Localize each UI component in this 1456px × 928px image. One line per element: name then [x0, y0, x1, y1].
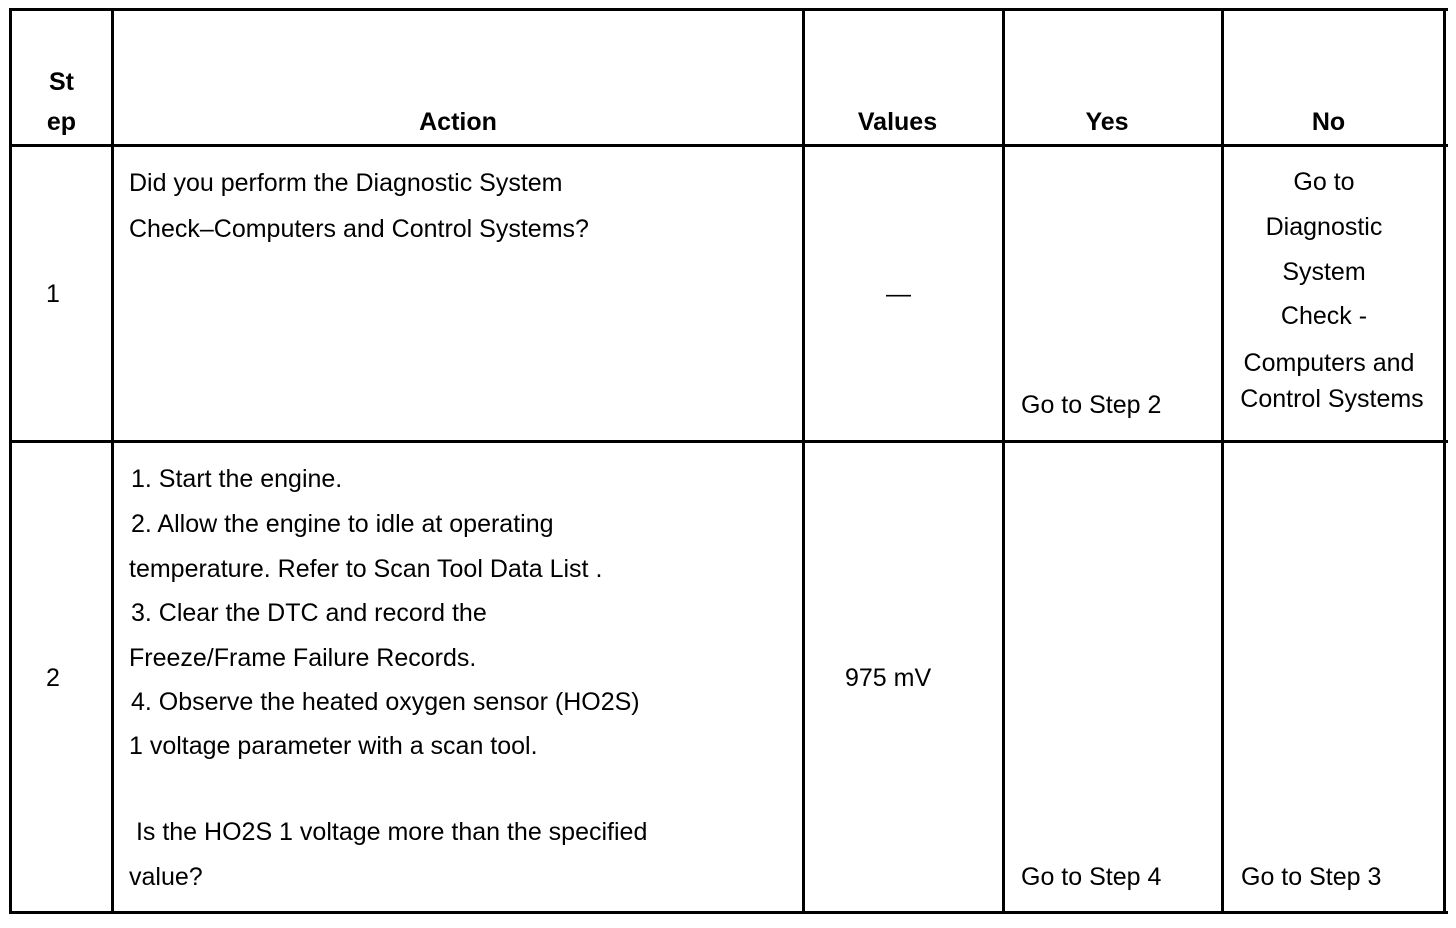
row2-action-line7: 1 voltage parameter with a scan tool. [129, 732, 538, 760]
row1-no-line3: System [1282, 258, 1366, 286]
row1-step: 1 [46, 280, 60, 308]
table-border-top [9, 8, 1448, 11]
header-action: Action [419, 108, 497, 136]
row2-step: 2 [46, 664, 60, 692]
row-divider [9, 440, 1448, 443]
header-step [12, 62, 111, 142]
header-values: Values [857, 108, 938, 136]
header-no: No [1311, 108, 1346, 136]
row1-no-line1: Go to [1293, 168, 1355, 196]
row2-yes: Go to Step 4 [1021, 863, 1162, 891]
row2-action-line3: temperature. Refer to Scan Tool Data List . [129, 555, 603, 583]
row1-no-line4: Check - [1280, 302, 1368, 330]
table-border-bottom [9, 911, 1448, 914]
column-divider-action [802, 8, 805, 914]
row1-action-line1: Did you perform the Diagnostic System [129, 169, 563, 197]
table-border-right [1443, 8, 1446, 914]
table-border-left [9, 8, 12, 914]
column-divider-values [1002, 8, 1005, 914]
row2-action-line5: Freeze/Frame Failure Records. [129, 644, 477, 672]
row2-no: Go to Step 3 [1241, 863, 1382, 891]
row2-action-line9: value? [129, 863, 203, 891]
row1-action-line2: Check–Computers and Control Systems? [129, 215, 589, 243]
header-step-line1: St [49, 68, 74, 96]
row1-yes: Go to Step 2 [1021, 391, 1162, 419]
row1-value: — [886, 280, 911, 308]
row1-no-line2: Diagnostic [1265, 213, 1383, 241]
header-step-line2: ep [46, 108, 77, 136]
row1-no-line6: Control Systems [1240, 385, 1424, 413]
row2-action-line1: 1. Start the engine. [131, 465, 343, 493]
column-divider-step [111, 8, 114, 914]
column-divider-yes [1221, 8, 1224, 914]
row2-action-line4: 3. Clear the DTC and record the [131, 599, 487, 627]
row2-action-line6: 4. Observe the heated oxygen sensor (HO2S) [131, 688, 640, 716]
row2-value: 975 mV [845, 664, 932, 692]
row2-action-line8: Is the HO2S 1 voltage more than the specified [129, 818, 648, 846]
header-divider [9, 144, 1448, 147]
row1-no-line5: Computers and [1243, 349, 1415, 377]
row2-action-line2: 2. Allow the engine to idle at operating [131, 510, 554, 538]
header-yes: Yes [1085, 108, 1129, 136]
